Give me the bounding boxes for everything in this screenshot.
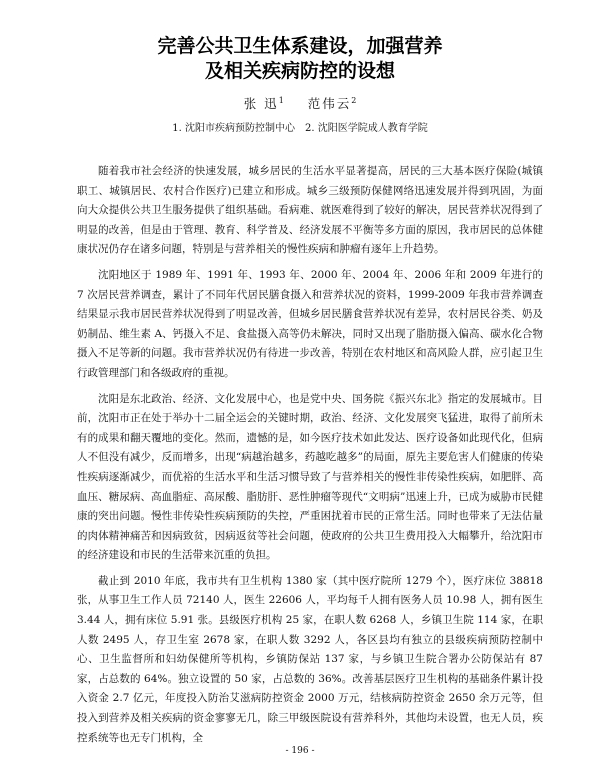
body-paragraph: 沈阳是东北政治、经济、文化发展中心，也是党中央、国务院《振兴东北》指定的发展城市。目前，沈阳市正在处于举办十二届全运会的关键时期，政治、经济、文化发展突飞猛进，取得了前所未有的成果和翻天覆地的变化。然而，遗憾的是，如今医疗技术如此发达、医疗设备如此现代化，但病人不但没有减少，反而增多，出现“病越治越多，药越吃越多”的局面，原先主要危害人们健康的传染性疾病逐渐减少，而优裕的生活水平和生活习惯导致了与营养相关的慢性非传染性疾病，如肥胖、高血压、糖尿病、高血脂症、高尿酸、脂肪肝、恶性肿瘤等现代“文明病”迅速上升，已成为威胁市民健康的突出问题。慢性非传染性疾病预防的失控，严重困扰着市民的正常生活。同时也带来了无法估量的肉体精神痛苦和因病致贫，因病返贫等社会问题，使政府的公共卫生费用投入大幅攀升，给沈阳市的经济建设和市民的生活带来沉重的负担。 (77, 392, 543, 562)
title-line-1: 完善公共卫生体系建设，加强营养 (157, 35, 443, 57)
article-title (0, 34, 600, 84)
body-paragraph: 截止到 2010 年底，我市共有卫生机构 1380 家（其中医疗院所 1279 个），医疗床位 38818 张，从事卫生工作人员 72140 人，医生 22606 人，平均每千人拥有医务人员 10.98 人，拥有医生 3.44 人，拥有床位 5.91 张。县级医疗机构 25 家，在职人数 6268 人，乡镇卫生院 114 家，在职人数 2495 人，存卫生室 2678 家，在职人数 3292 人，各区县均有独立的县级疾病预防控制中心、卫生监督所和妇幼保健所等机构，乡镇防保站 137 家，与乡镇卫生院合署办公防保站有 87 家，占总数的 64%。独立设置的 50 家，占总数的 36%。改善基层医疗卫生机构的基础条件累计投入资金 2.7 亿元，年度投入防治艾滋病防控资金 2000 万元，结核病防控资金 2650 余万元等，但投入到营养及相关疾病的资金寥寥无几，除三甲级医院设有营养科外，其他均未设置，也无人员，疾控系统等也无专门机构，全 (77, 574, 543, 744)
affiliations: 1. 沈阳市疾病预防控制中心 2. 沈阳医学院成人教育学院 (172, 123, 428, 134)
author-name: 范伟云 (307, 96, 352, 111)
article-body (77, 162, 543, 754)
author-affiliation-mark: 1 (278, 95, 284, 105)
author-name: 张 迅 (243, 96, 279, 111)
author-affiliation-mark: 2 (351, 95, 357, 105)
body-paragraph: 沈阳地区于 1989 年、1991 年、1993 年、2000 年、2004 年、2006 年和 2009 年进行的 7 次居民营养调查，累计了不同年代居民膳食摄入和营养状况的资料，1999-2009 年我市营养调查结果显示我市居民营养状况得到了明显改善，但城乡居民膳食营养状况有差异，农村居民谷类、奶及奶制品、维生素 A、钙摄入不足、食盐摄入高等仍未解决，同时又出现了脂肪摄入偏高、碳水化合物摄入不足等新的问题。我市营养状况仍有待进一步改善，特别在农村地区和高风险人群，应引起卫生行政管理部门和各级政府的重视。 (77, 268, 543, 379)
author-list (0, 94, 600, 112)
body-paragraph: 随着我市社会经济的快速发展，城乡居民的生活水平显著提高，居民的三大基本医疗保险(城镇职工、城镇居民、农村合作医疗)已建立和形成。城乡三级预防保健网络迅速发展并得到巩固，为面向大众提供公共卫生服务提供了组织基础。看病难、就医难得到了较好的解决，居民营养状况得到了明显的改善，但是由于管理、教育、科学普及、经济发展不平衡等多方面的原因，我市居民的总体健康状况仍存在诸多问题，特别是与营养相关的慢性疾病和肿瘤有逐年上升趋势。 (77, 165, 543, 256)
page-number: - 196 - (285, 746, 315, 756)
title-line-2: 及相关疾病防控的设想 (204, 60, 395, 82)
